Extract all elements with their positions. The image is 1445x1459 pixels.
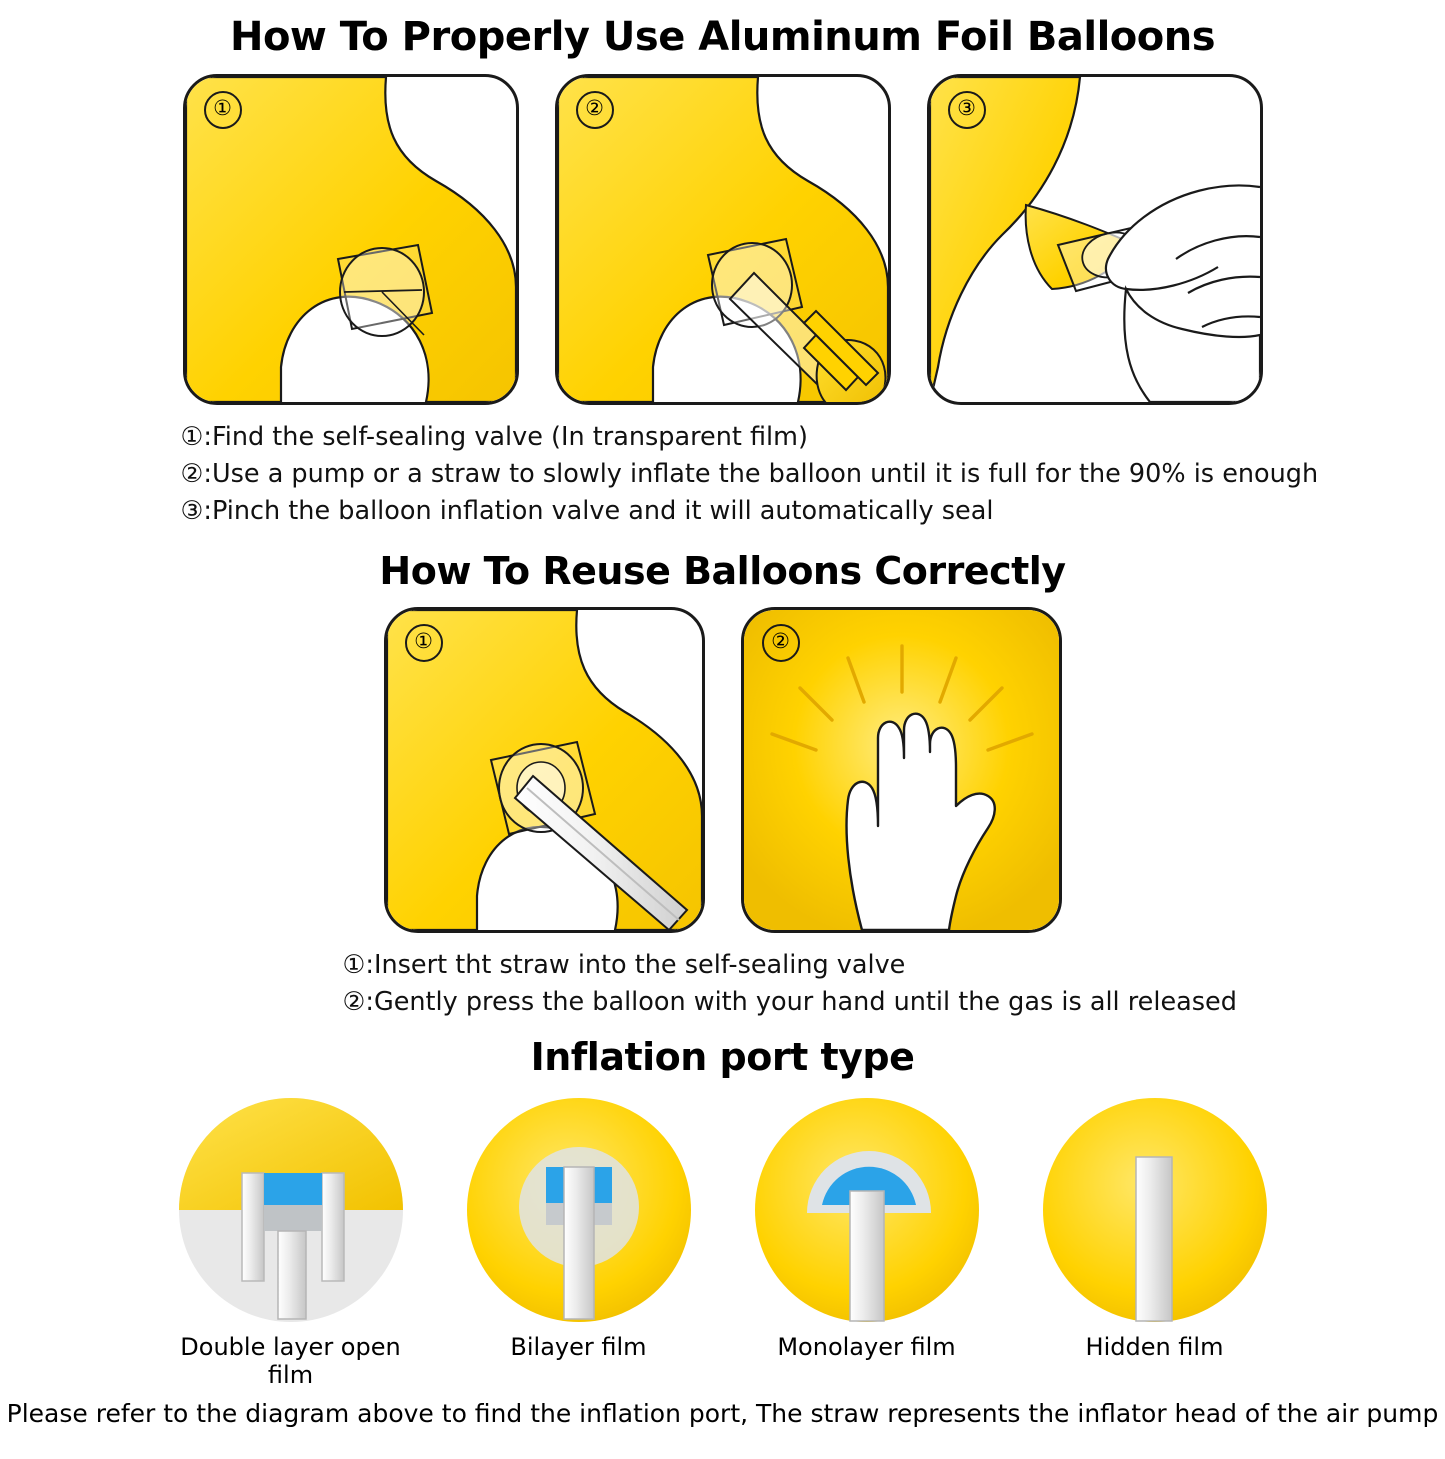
caption-line: ②:Gently press the balloon with your hand until the gas is all released (342, 986, 1237, 1017)
captions-use (143, 419, 1319, 531)
ports-row (0, 1095, 1445, 1389)
port-illustration (176, 1095, 406, 1325)
panel-row-use (0, 74, 1445, 405)
port-label: Hidden film (1085, 1333, 1224, 1362)
port-illustration (1040, 1095, 1270, 1325)
panel-find-valve (183, 74, 519, 405)
panel-press-balloon (741, 607, 1062, 933)
port-monolayer-film (742, 1095, 992, 1389)
panel-badge: ① (204, 91, 242, 129)
caption-line: ③:Pinch the balloon inflation valve and it will automatically seal (180, 496, 994, 527)
panel-inflate (555, 74, 891, 405)
section-title-ports: Inflation port type (530, 1035, 915, 1080)
illustration-inflate (558, 77, 888, 402)
caption-line: ①:Insert tht straw into the self-sealing valve (342, 949, 906, 980)
panel-insert-straw (384, 607, 705, 933)
port-illustration (752, 1095, 982, 1325)
port-hidden-film (1030, 1095, 1280, 1389)
panel-pinch-seal (927, 74, 1263, 405)
port-double-layer-open-film (166, 1095, 416, 1389)
port-illustration (464, 1095, 694, 1325)
panel-badge: ③ (948, 91, 986, 129)
panel-badge: ② (762, 624, 800, 662)
captions-reuse (143, 947, 1303, 1021)
caption-line: ②:Use a pump or a straw to slowly inflate the balloon until it is full for the 90% is enough (180, 459, 1319, 490)
port-label: Bilayer film (510, 1333, 647, 1362)
panel-row-reuse (0, 607, 1445, 933)
panel-badge: ② (576, 91, 614, 129)
panel-badge: ① (405, 624, 443, 662)
illustration-find-valve (186, 77, 516, 402)
port-bilayer-film (454, 1095, 704, 1389)
port-label: Monolayer film (777, 1333, 956, 1362)
section-title-use: How To Properly Use Aluminum Foil Balloons (229, 14, 1216, 60)
section-title-reuse: How To Reuse Balloons Correctly (379, 548, 1066, 593)
ports-footnote: Please refer to the diagram above to find the inflation port, The straw represents the inflator head of the air pump (6, 1399, 1439, 1429)
port-label: Double layer open film (180, 1333, 401, 1390)
caption-line: ①:Find the self-sealing valve (In transparent film) (180, 422, 808, 452)
illustration-pinch-seal (930, 77, 1260, 402)
instruction-sheet (0, 14, 1445, 1459)
